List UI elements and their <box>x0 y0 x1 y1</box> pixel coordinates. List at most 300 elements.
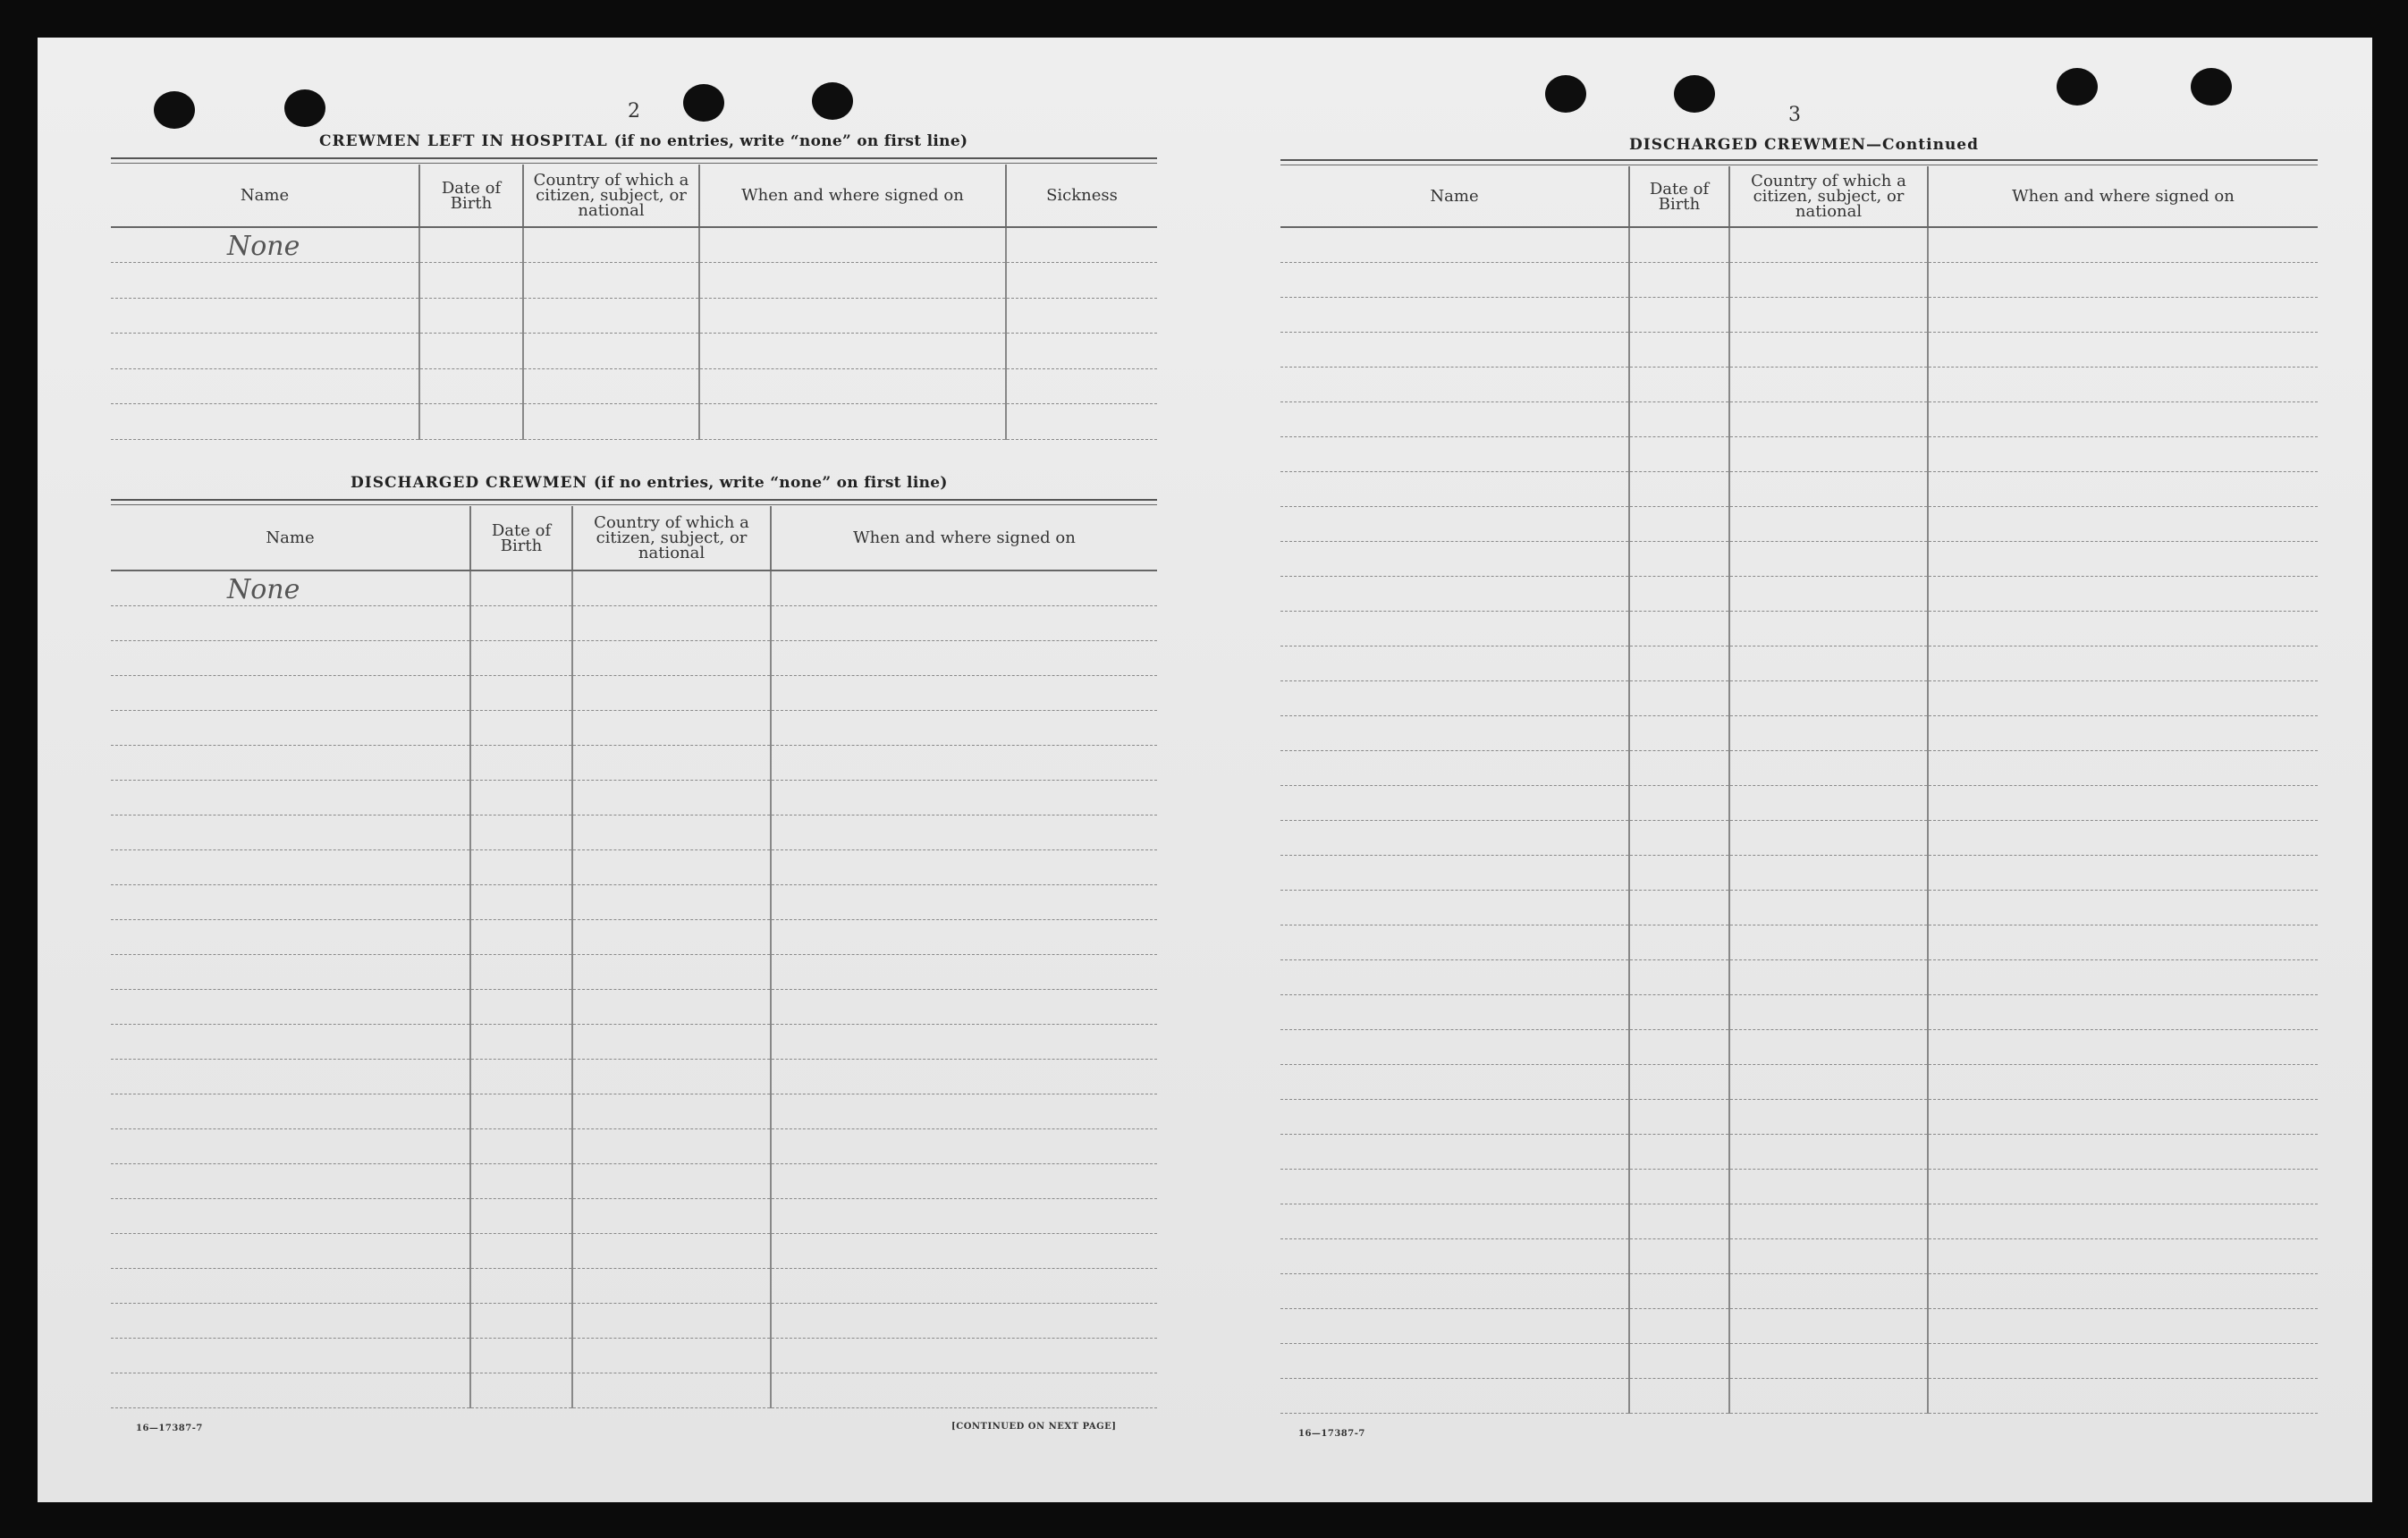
table-row <box>111 404 1157 440</box>
table-cell <box>1729 1273 1928 1308</box>
punch-hole <box>2191 68 2232 106</box>
table-cell <box>771 849 1157 884</box>
table-row <box>1280 680 2318 715</box>
table-cell <box>1729 436 1928 471</box>
table-cell <box>111 1233 470 1268</box>
table-cell <box>1729 297 1928 332</box>
table-cell <box>1629 227 1729 262</box>
table-cell <box>1280 367 1629 401</box>
table-cell <box>572 605 771 640</box>
table-cell <box>470 780 572 815</box>
table-cell <box>419 334 523 369</box>
right-top-rule <box>1280 159 2318 161</box>
table-cell <box>111 334 419 369</box>
table-cell <box>1729 262 1928 297</box>
table-cell <box>1629 332 1729 367</box>
col-header-date-of-birth-text: Date of Birth <box>1649 179 1710 214</box>
hospital-title-text: CREWMEN LEFT IN HOSPITAL <box>319 132 608 150</box>
table-cell <box>1729 646 1928 680</box>
table-cell <box>523 227 699 263</box>
col-header-date-of-birth <box>419 165 523 227</box>
table-cell <box>572 849 771 884</box>
table-cell <box>1629 1029 1729 1064</box>
table-cell <box>523 298 699 334</box>
table-cell <box>1729 541 1928 576</box>
table-cell <box>1280 262 1629 297</box>
table-row <box>1280 611 2318 646</box>
table-cell <box>771 1303 1157 1338</box>
table-cell <box>771 1059 1157 1094</box>
table-cell <box>1729 611 1928 646</box>
table-cell <box>572 1059 771 1094</box>
table-cell <box>111 989 470 1024</box>
table-cell <box>1928 925 2318 959</box>
table-cell <box>1928 1273 2318 1308</box>
col-header-country-text: Country of which a citizen, subject, or national <box>1751 172 1906 221</box>
table-row <box>111 1128 1157 1163</box>
table-row <box>111 675 1157 710</box>
table-cell <box>111 1373 470 1407</box>
discharged-continued-title: DISCHARGED CREWMEN—Continued <box>1629 136 1980 154</box>
table-cell <box>1280 715 1629 750</box>
col-header-country-text: Country of which a citizen, subject, or national <box>594 513 749 562</box>
table-cell <box>1729 855 1928 890</box>
table-cell <box>470 1338 572 1373</box>
table-cell <box>111 368 419 404</box>
table-cell <box>771 1094 1157 1128</box>
table-cell <box>111 605 470 640</box>
table-cell <box>1280 890 1629 925</box>
table-cell <box>1928 471 2318 506</box>
table-cell <box>1280 820 1629 855</box>
table-row <box>1280 715 2318 750</box>
table-cell <box>1928 1343 2318 1378</box>
punch-hole <box>284 89 325 127</box>
table-cell <box>699 404 1006 440</box>
discharged-top-rule-2 <box>111 504 1157 505</box>
table-cell <box>1928 1134 2318 1169</box>
table-cell <box>1629 576 1729 611</box>
table-cell <box>1629 1308 1729 1343</box>
table-row <box>111 263 1157 299</box>
table-cell <box>572 1268 771 1303</box>
table-cell <box>1629 785 1729 820</box>
table-cell <box>1006 334 1157 369</box>
table-row <box>1280 297 2318 332</box>
table-cell <box>1729 925 1928 959</box>
table-cell <box>111 1094 470 1128</box>
table-cell <box>111 263 419 299</box>
table-cell <box>111 404 419 440</box>
table-row <box>1280 994 2318 1029</box>
table-cell <box>1629 855 1729 890</box>
table-cell <box>699 263 1006 299</box>
table-cell <box>1729 1064 1928 1099</box>
table-cell <box>1006 227 1157 263</box>
table-cell <box>1280 1134 1629 1169</box>
hospital-top-rule <box>111 157 1157 159</box>
table-cell <box>470 1059 572 1094</box>
table-cell <box>1629 1204 1729 1238</box>
table-cell <box>470 954 572 989</box>
table-cell <box>470 989 572 1024</box>
col-header-name: Name <box>111 165 419 227</box>
table-cell <box>1729 820 1928 855</box>
col-header-country <box>1729 166 1928 227</box>
col-header-country <box>572 506 771 570</box>
table-cell <box>771 1338 1157 1373</box>
table-cell <box>1280 611 1629 646</box>
hospital-table <box>111 165 1157 440</box>
table-cell <box>1928 576 2318 611</box>
page-number-right: 3 <box>1788 104 1801 126</box>
table-cell <box>572 780 771 815</box>
table-cell <box>1928 785 2318 820</box>
table-cell <box>1629 925 1729 959</box>
table-row <box>1280 262 2318 297</box>
discharged-continued-table <box>1280 166 2318 1414</box>
table-cell <box>1280 1099 1629 1134</box>
table-cell <box>1629 436 1729 471</box>
punch-hole <box>1545 75 1586 113</box>
table-cell <box>1928 541 2318 576</box>
table-cell <box>1280 959 1629 994</box>
table-cell <box>771 570 1157 605</box>
hospital-section-title <box>319 132 967 150</box>
page-number-left: 2 <box>628 100 640 123</box>
table-cell <box>1280 506 1629 541</box>
table-cell <box>1928 855 2318 890</box>
col-header-date-of-birth <box>1629 166 1729 227</box>
table-cell <box>771 1268 1157 1303</box>
punch-hole <box>812 82 853 120</box>
table-cell <box>1280 855 1629 890</box>
table-row <box>1280 1204 2318 1238</box>
table-row <box>111 1233 1157 1268</box>
table-cell <box>1629 471 1729 506</box>
table-cell <box>572 1303 771 1338</box>
table-cell <box>572 954 771 989</box>
table-cell <box>1928 1029 2318 1064</box>
table-cell <box>523 368 699 404</box>
table-cell <box>1280 297 1629 332</box>
table-cell <box>1928 820 2318 855</box>
table-cell <box>572 1163 771 1198</box>
table-cell <box>572 919 771 954</box>
table-cell <box>1629 541 1729 576</box>
table-cell <box>1729 715 1928 750</box>
table-cell <box>1629 1134 1729 1169</box>
table-cell <box>771 954 1157 989</box>
table-row <box>1280 925 2318 959</box>
table-row <box>1280 855 2318 890</box>
table-cell <box>1729 401 1928 436</box>
table-cell <box>111 640 470 675</box>
table-row <box>1280 471 2318 506</box>
document-sheet <box>38 38 2372 1502</box>
table-cell <box>771 1373 1157 1407</box>
table-cell <box>771 675 1157 710</box>
table-cell <box>1729 367 1928 401</box>
table-row <box>111 1163 1157 1198</box>
table-row <box>111 1338 1157 1373</box>
table-row <box>1280 541 2318 576</box>
table-cell <box>572 1373 771 1407</box>
col-header-date-of-birth-text: Date of Birth <box>441 178 502 213</box>
table-cell <box>111 919 470 954</box>
col-header-name: Name <box>111 506 470 570</box>
table-cell <box>1729 1238 1928 1273</box>
table-cell <box>1928 680 2318 715</box>
table-cell <box>111 1338 470 1373</box>
table-cell <box>1629 646 1729 680</box>
table-row <box>111 884 1157 919</box>
table-row <box>1280 1169 2318 1204</box>
table-row <box>1280 1343 2318 1378</box>
table-cell <box>1928 994 2318 1029</box>
table-cell <box>1280 1029 1629 1064</box>
table-cell <box>1928 890 2318 925</box>
table-cell <box>1729 750 1928 785</box>
table-row <box>111 710 1157 745</box>
table-cell <box>470 745 572 780</box>
table-cell <box>771 1198 1157 1233</box>
col-header-date-of-birth <box>470 506 572 570</box>
table-cell <box>1928 1169 2318 1204</box>
table-row <box>1280 646 2318 680</box>
table-row <box>111 334 1157 369</box>
table-row <box>1280 576 2318 611</box>
table-cell <box>1629 262 1729 297</box>
table-cell <box>1280 925 1629 959</box>
col-header-signed-on: When and where signed on <box>1928 166 2318 227</box>
table-cell <box>1629 820 1729 855</box>
table-cell <box>572 989 771 1024</box>
table-cell <box>572 1128 771 1163</box>
table-cell <box>111 745 470 780</box>
table-cell: None <box>111 227 419 263</box>
table-row <box>111 1268 1157 1303</box>
table-cell <box>1729 890 1928 925</box>
hospital-instruction: (if no entries, write “none” on first line) <box>613 132 968 150</box>
table-cell <box>572 1233 771 1268</box>
table-row <box>111 815 1157 849</box>
col-header-name: Name <box>1280 166 1629 227</box>
table-cell <box>470 1268 572 1303</box>
table-cell <box>1928 1308 2318 1343</box>
table-cell <box>771 919 1157 954</box>
table-cell <box>523 334 699 369</box>
table-cell <box>572 1094 771 1128</box>
table-row <box>1280 959 2318 994</box>
table-cell <box>1928 367 2318 401</box>
discharged-instruction: (if no entries, write “none” on first line) <box>593 474 948 492</box>
table-row <box>111 368 1157 404</box>
table-cell <box>111 298 419 334</box>
table-cell <box>771 605 1157 640</box>
table-cell <box>470 1373 572 1407</box>
table-cell <box>1629 611 1729 646</box>
hospital-header-row <box>111 165 1157 227</box>
table-cell <box>1280 1064 1629 1099</box>
discharged-header-row <box>111 506 1157 570</box>
hospital-top-rule-2 <box>111 163 1157 164</box>
form-number-left: 16—17387-7 <box>136 1424 203 1433</box>
table-cell <box>111 884 470 919</box>
table-cell <box>1629 1273 1729 1308</box>
table-row <box>111 849 1157 884</box>
table-cell <box>111 1198 470 1233</box>
table-cell <box>470 1198 572 1233</box>
table-cell <box>1629 1238 1729 1273</box>
table-cell <box>572 675 771 710</box>
table-cell <box>1280 436 1629 471</box>
discharged-section-title <box>351 474 948 492</box>
table-cell <box>111 780 470 815</box>
table-cell <box>699 298 1006 334</box>
table-row <box>111 1024 1157 1059</box>
table-cell <box>1928 332 2318 367</box>
table-cell <box>111 1303 470 1338</box>
table-cell <box>111 1128 470 1163</box>
table-cell <box>470 675 572 710</box>
table-cell <box>1729 1029 1928 1064</box>
table-cell <box>1280 401 1629 436</box>
table-cell <box>1006 404 1157 440</box>
table-cell <box>771 1128 1157 1163</box>
table-cell <box>419 263 523 299</box>
table-row <box>1280 1029 2318 1064</box>
table-row <box>1280 750 2318 785</box>
table-cell <box>771 989 1157 1024</box>
table-cell <box>572 1338 771 1373</box>
table-cell <box>111 710 470 745</box>
table-row <box>1280 1134 2318 1169</box>
punch-hole <box>2057 68 2098 106</box>
table-row <box>1280 785 2318 820</box>
table-cell <box>1280 471 1629 506</box>
table-cell <box>419 404 523 440</box>
table-cell <box>1928 297 2318 332</box>
table-cell <box>1928 262 2318 297</box>
table-cell <box>1928 401 2318 436</box>
table-cell <box>1280 1308 1629 1343</box>
col-header-date-of-birth-text: Date of Birth <box>491 520 552 555</box>
table-cell <box>771 1233 1157 1268</box>
col-header-country-text: Country of which a citizen, subject, or national <box>533 171 689 220</box>
table-cell <box>470 884 572 919</box>
table-cell <box>470 1128 572 1163</box>
col-header-signed-on: When and where signed on <box>699 165 1006 227</box>
table-cell <box>1729 785 1928 820</box>
table-row <box>1280 227 2318 262</box>
table-row <box>111 954 1157 989</box>
table-cell <box>1280 541 1629 576</box>
table-cell <box>1280 785 1629 820</box>
table-cell <box>771 1163 1157 1198</box>
table-cell <box>111 1268 470 1303</box>
table-cell <box>470 919 572 954</box>
table-cell <box>1928 1238 2318 1273</box>
table-row <box>111 919 1157 954</box>
table-cell <box>1280 994 1629 1029</box>
table-cell <box>1729 1134 1928 1169</box>
table-row <box>1280 820 2318 855</box>
col-header-country <box>523 165 699 227</box>
table-row <box>111 227 1157 263</box>
table-cell <box>572 1198 771 1233</box>
table-cell <box>1729 1169 1928 1204</box>
table-cell <box>470 640 572 675</box>
table-cell <box>1928 436 2318 471</box>
table-row <box>1280 890 2318 925</box>
table-cell <box>1729 506 1928 541</box>
table-cell <box>470 710 572 745</box>
table-cell <box>523 263 699 299</box>
discharged-top-rule <box>111 499 1157 501</box>
table-cell <box>1280 1378 1629 1413</box>
table-cell <box>1729 1308 1928 1343</box>
table-cell <box>470 1094 572 1128</box>
continued-note: [CONTINUED ON NEXT PAGE] <box>951 1422 1117 1432</box>
table-cell <box>1729 471 1928 506</box>
table-cell <box>572 884 771 919</box>
table-cell <box>771 780 1157 815</box>
punch-hole <box>154 91 195 129</box>
table-cell <box>1928 1064 2318 1099</box>
table-row <box>1280 401 2318 436</box>
table-cell <box>1629 401 1729 436</box>
table-row <box>1280 332 2318 367</box>
table-cell <box>111 954 470 989</box>
table-cell <box>111 815 470 849</box>
table-cell <box>1280 1238 1629 1273</box>
table-cell <box>111 849 470 884</box>
table-cell <box>1280 332 1629 367</box>
table-cell <box>1280 680 1629 715</box>
table-cell <box>111 1163 470 1198</box>
table-row <box>1280 506 2318 541</box>
table-cell <box>419 298 523 334</box>
table-cell <box>111 675 470 710</box>
discharged-title-text: DISCHARGED CREWMEN <box>351 474 588 492</box>
table-cell <box>1928 1378 2318 1413</box>
table-cell <box>1928 1099 2318 1134</box>
table-cell <box>1629 367 1729 401</box>
table-cell <box>771 884 1157 919</box>
table-cell <box>572 710 771 745</box>
table-cell <box>1629 297 1729 332</box>
table-row <box>111 1373 1157 1407</box>
table-row <box>111 298 1157 334</box>
table-cell <box>1280 1273 1629 1308</box>
table-cell <box>1006 263 1157 299</box>
table-row <box>111 745 1157 780</box>
table-cell <box>111 1059 470 1094</box>
table-cell <box>1280 750 1629 785</box>
table-cell <box>1629 994 1729 1029</box>
table-cell <box>1928 646 2318 680</box>
table-cell <box>1280 1343 1629 1378</box>
table-row <box>111 1094 1157 1128</box>
table-row <box>111 1059 1157 1094</box>
punch-hole <box>1674 75 1715 113</box>
table-cell <box>1629 750 1729 785</box>
table-cell <box>470 570 572 605</box>
table-cell <box>1729 1378 1928 1413</box>
table-cell <box>572 570 771 605</box>
table-cell <box>1729 1343 1928 1378</box>
